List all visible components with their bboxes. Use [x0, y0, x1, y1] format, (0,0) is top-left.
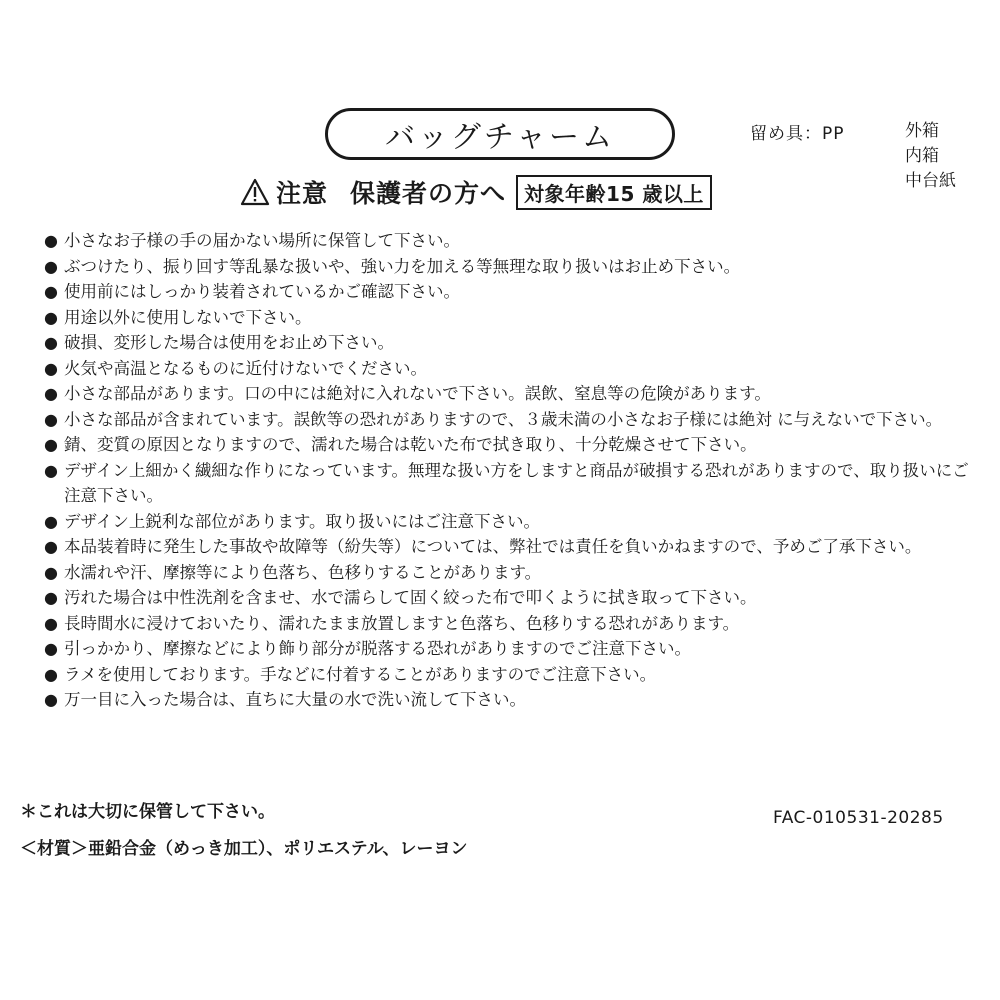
- caution-list: [44, 228, 979, 713]
- keep-notice: ＊これは大切に保管して下さい。: [20, 802, 275, 822]
- list-item: ● 用途以外に使用しないで下さい。: [44, 305, 979, 331]
- warning-header: [240, 174, 712, 210]
- packaging-list: [905, 119, 956, 194]
- warning-caution: 注意: [276, 179, 329, 208]
- list-item: ● 万一目に入った場合は、直ちに大量の水で洗い流して下さい。: [44, 687, 979, 713]
- list-item: ● 水濡れや汗、摩擦等により色落ち、色移りすることがあります。: [44, 560, 979, 586]
- list-item: ● 小さな部品が含まれています。誤飲等の恐れがありますので、３歳未満の小さなお子様には絶対 に与えないで下さい。: [44, 407, 979, 433]
- warning-triangle-icon: [240, 178, 270, 206]
- product-name-box: [325, 108, 675, 160]
- packaging-item: 内箱: [905, 146, 939, 166]
- list-item: ● ラメを使用しております。手などに付着することがありますのでご注意下さい。: [44, 662, 979, 688]
- list-item: ● 錆、変質の原因となりますので、濡れた場合は乾いた布で拭き取り、十分乾燥させて下さい。: [44, 432, 979, 458]
- list-item: ● 使用前にはしっかり装着されているかご確認下さい。: [44, 279, 979, 305]
- warning-guardian: 保護者の方へ: [350, 179, 507, 208]
- list-item: ● デザイン上鋭利な部位があります。取り扱いにはご注意下さい。: [44, 509, 979, 535]
- age-badge: 対象年齢15 歳以上: [516, 175, 712, 210]
- product-code: FAC-010531-20285: [773, 808, 944, 828]
- material-info: ＜材質＞亜鉛合金（めっき加工）、ポリエステル、レーヨン: [20, 839, 468, 859]
- list-item: ● 長時間水に浸けておいたり、濡れたまま放置しますと色落ち、色移りする恐れがあります。: [44, 611, 979, 637]
- packaging-item: 外箱: [905, 121, 939, 141]
- list-item: ● デザイン上細かく繊細な作りになっています。無理な扱い方をしますと商品が破損する恐れがありますので、取り扱いにご注意下さい。: [44, 458, 979, 509]
- packaging-item: 中台紙: [905, 171, 956, 191]
- list-item: ● 汚れた場合は中性洗剤を含ませ、水で濡らして固く絞った布で叩くように拭き取って下さい。: [44, 585, 979, 611]
- list-item: ● 火気や高温となるものに近付けないでください。: [44, 356, 979, 382]
- list-item: ● 破損、変形した場合は使用をお止め下さい。: [44, 330, 979, 356]
- list-item: ● 小さなお子様の手の届かない場所に保管して下さい。: [44, 228, 979, 254]
- clasp-material: 留め具：PP: [750, 124, 845, 144]
- list-item: ● 小さな部品があります。口の中には絶対に入れないで下さい。誤飲、窒息等の危険があります。: [44, 381, 979, 407]
- product-name: バッグチャーム: [384, 120, 616, 155]
- list-item: ● ぶつけたり、振り回す等乱暴な扱いや、強い力を加える等無理な取り扱いはお止め下さい。: [44, 254, 979, 280]
- list-item: ● 本品装着時に発生した事故や故障等（紛失等）については、弊社では責任を負いかねますので、予めご了承下さい。: [44, 534, 979, 560]
- list-item: ● 引っかかり、摩擦などにより飾り部分が脱落する恐れがありますのでご注意下さい。: [44, 636, 979, 662]
